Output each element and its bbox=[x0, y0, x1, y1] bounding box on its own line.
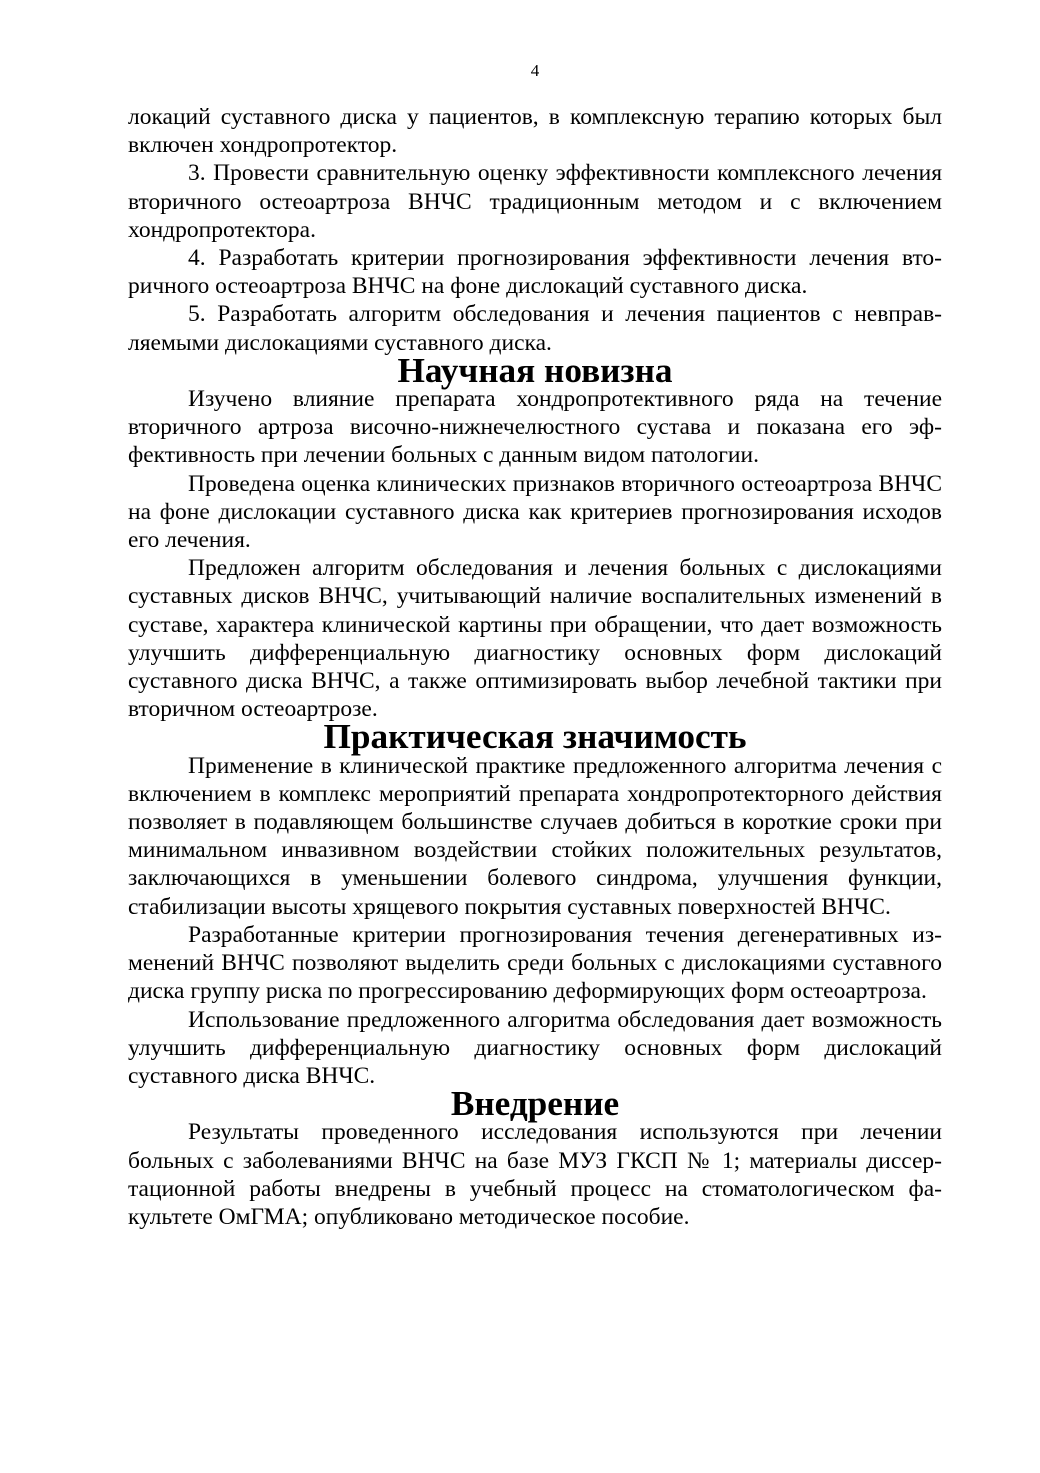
novelty-paragraph: Предложен алгоритм обследования и лечения больных с дислокациями суставных дисков ВНЧС, учитывающий наличие воспалительных изменений в суставе, характера клинической картины при обращении, что дает возможность улучшить дифференциальную диагностику основных форм дислокаций суставного диска ВНЧС, а также оптимизировать выбор лечебной тактики при вторичном остеоартрозе. bbox=[128, 555, 942, 723]
significance-paragraph: Применение в клинической практике предложенного алгоритма лечения с включением в комплекс мероприятий препарата хондропротекторного действия позволяет в подавляющем большинстве случаев добиться в короткие сроки при минимальном инвазивном воздействии стойких положительных результатов, заключающихся в уменьшении болевого синдрома, улучшения функции, стабилизации высоты хрящевого покрытия суставных поверхностей ВНЧС. bbox=[128, 752, 942, 920]
section-heading-practical-significance: Практическая значимость bbox=[323, 717, 747, 757]
page-body bbox=[128, 103, 942, 1231]
implementation-paragraph: Результаты проведенного исследования используются при лечении больных с заболеваниями ВНЧС на базе МУЗ ГКСП № 1; материалы диссертационной работы внедрены в учебный процесс на стоматологическом факультете ОмГМА; опубликовано методическое пособие. bbox=[128, 1119, 942, 1230]
novelty-paragraph: Изучено влияние препарата хондропротективного ряда на течение вторичного артроза височно-нижнечелюстного сустава и показана его эффективность при лечении больных с данным видом патологии. bbox=[128, 386, 942, 469]
task-item-5: 5. Разработать алгоритм обследования и лечения пациентов с невправляемыми дислокациями суставного диска. bbox=[128, 301, 942, 356]
section-heading-scientific-novelty: Научная новизна bbox=[397, 350, 673, 390]
significance-paragraph: Использование предложенного алгоритма обследования дает возможность улучшить дифференциальную диагностику основных форм дислокаций суставного диска ВНЧС. bbox=[128, 1006, 942, 1089]
significance-paragraph: Разработанные критерии прогнозирования течения дегенеративных изменений ВНЧС позволяют выделить среди больных с дислокациями суставного диска группу риска по прогрессированию деформирующих форм остеоартроза. bbox=[128, 921, 942, 1005]
novelty-paragraph: Проведена оценка клинических признаков вторичного остеоартроза ВНЧС на фоне дислокации суставного диска как критериев прогнозирования исходов его лечения. bbox=[128, 470, 942, 554]
page-number: 4 bbox=[530, 61, 540, 80]
task-item-3: 3. Провести сравнительную оценку эффективности комплексного лечения вторичного остеоартроза ВНЧС традиционным методом и с включением хондропротектора. bbox=[128, 160, 942, 243]
section-heading-implementation: Внедрение bbox=[450, 1084, 620, 1124]
intro-paragraph-continuation: локаций суставного диска у пациентов, в комплексную терапию которых был включен хондропротектор. bbox=[128, 104, 942, 159]
task-item-4: 4. Разработать критерии прогнозирования эффективности лечения вторичного остеоартроза ВНЧС на фоне дислокаций суставного диска. bbox=[128, 245, 942, 300]
